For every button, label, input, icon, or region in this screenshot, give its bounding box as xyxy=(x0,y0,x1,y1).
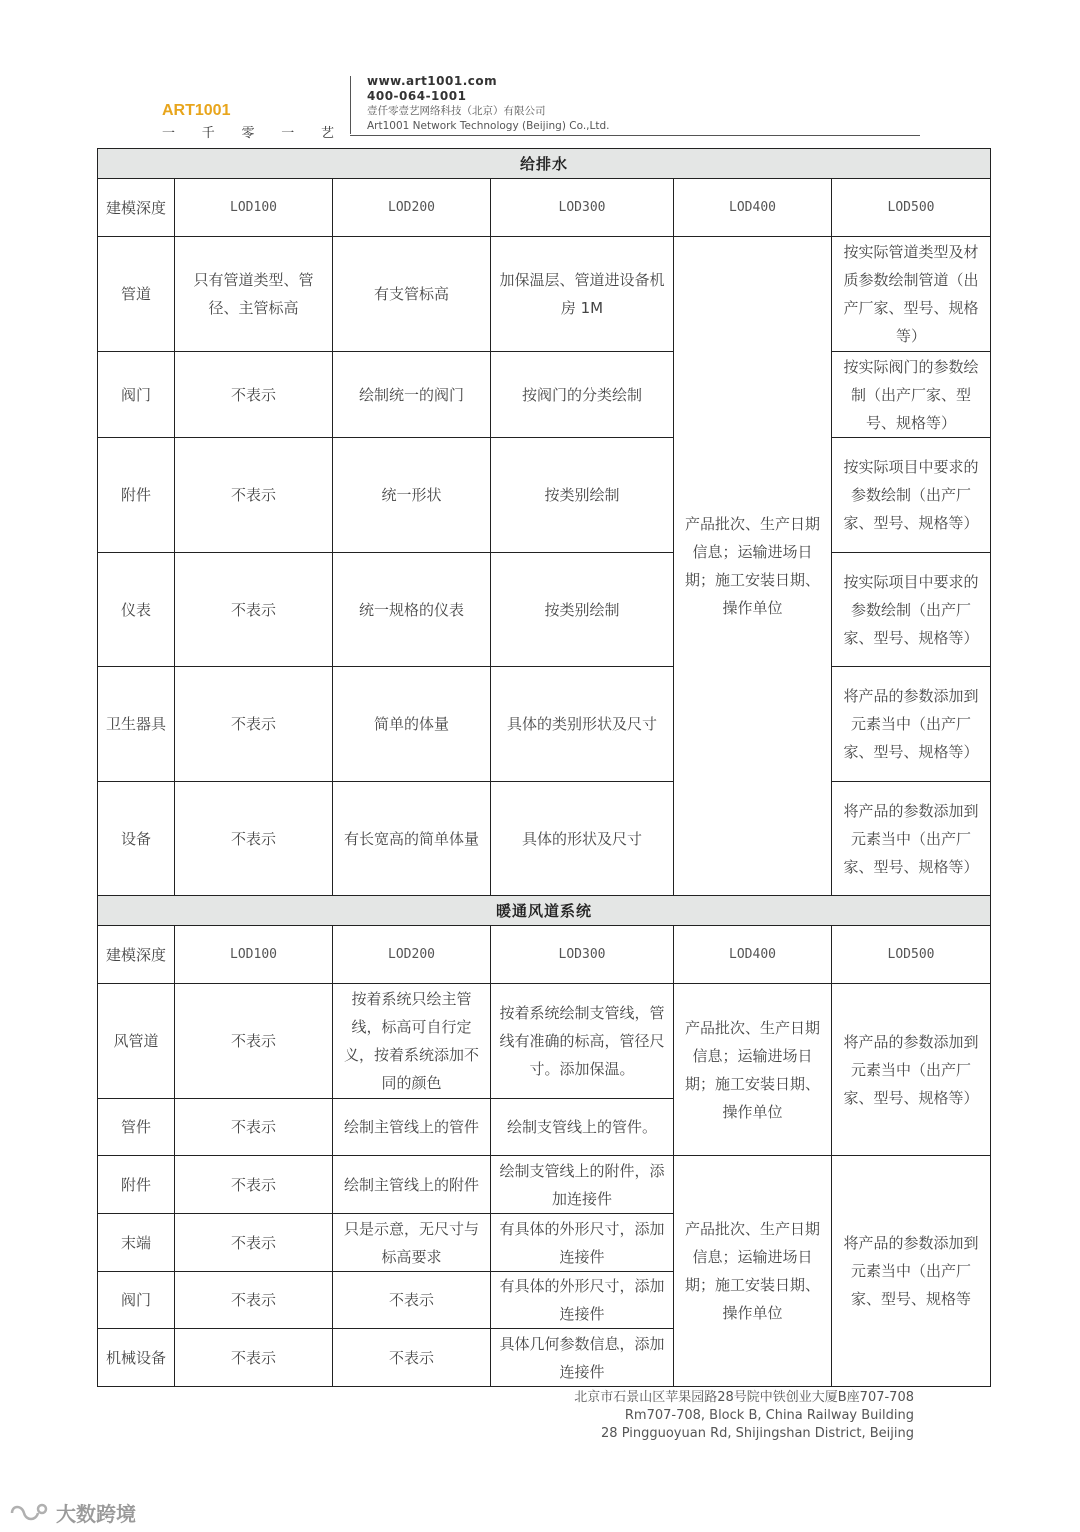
row-label: 阀门 xyxy=(98,352,175,438)
phone: 400-064-1001 xyxy=(367,89,467,103)
header-cell: 建模深度 xyxy=(98,926,175,984)
table-cell: 按阀门的分类绘制 xyxy=(491,352,674,438)
header-cell: LOD500 xyxy=(832,179,991,237)
header-cell: LOD300 xyxy=(491,179,674,237)
watermark xyxy=(10,1498,136,1527)
table-cell: 将产品的参数添加到元素当中（出产厂家、型号、规格等） xyxy=(832,782,991,896)
table-row xyxy=(98,1156,991,1214)
contact-block xyxy=(367,74,610,134)
table-cell: 不表示 xyxy=(175,1156,333,1214)
header-cell: LOD300 xyxy=(491,926,674,984)
merged-lod500-cell: 将产品的参数添加到元素当中（出产厂家、型号、规格等 xyxy=(832,1156,991,1387)
row-label: 卫生器具 xyxy=(98,667,175,782)
table-row xyxy=(98,352,991,438)
website: www.art1001.com xyxy=(367,74,498,88)
table-cell: 有具体的外形尺寸，添加连接件 xyxy=(491,1214,674,1272)
logo-subtitle-char: 千 xyxy=(201,126,215,141)
table-cell: 不表示 xyxy=(333,1272,491,1329)
row-label: 管件 xyxy=(98,1099,175,1156)
table-cell: 不表示 xyxy=(175,553,333,667)
header-rule xyxy=(350,135,920,136)
header-cell: LOD400 xyxy=(674,179,832,237)
section-header-row xyxy=(98,149,991,179)
company-name-en: Art1001 Network Technology (Beijing) Co.,Ltd. xyxy=(367,120,610,132)
row-label: 管道 xyxy=(98,237,175,352)
table-row xyxy=(98,553,991,667)
table-row xyxy=(98,984,991,1099)
table-cell: 不表示 xyxy=(333,1329,491,1387)
header-cell: LOD500 xyxy=(832,926,991,984)
table-cell: 不表示 xyxy=(175,1329,333,1387)
address-en-line1: Rm707-708, Block B, China Railway Building xyxy=(624,1408,914,1423)
merged-lod400-cell: 产品批次、生产日期信息；运输进场日期；施工安装日期、操作单位 xyxy=(674,1156,832,1387)
table-cell: 按实际项目中要求的参数绘制（出产厂家、型号、规格等） xyxy=(832,438,991,553)
header-cell: LOD400 xyxy=(674,926,832,984)
merged-lod500-cell: 将产品的参数添加到元素当中（出产厂家、型号、规格等） xyxy=(832,984,991,1156)
table-cell: 不表示 xyxy=(175,667,333,782)
header-divider xyxy=(350,76,351,134)
merged-lod400-cell: 产品批次、生产日期信息；运输进场日期；施工安装日期、操作单位 xyxy=(674,984,832,1156)
watermark-text: 大数跨境 xyxy=(56,1502,136,1526)
address-cn: 北京市石景山区苹果园路28号院中铁创业大厦B座707-708 xyxy=(574,1390,914,1405)
row-label: 阀门 xyxy=(98,1272,175,1329)
table-cell: 不表示 xyxy=(175,1099,333,1156)
table-row xyxy=(98,667,991,782)
logo-subtitle-char: 零 xyxy=(241,126,255,141)
footer-address xyxy=(574,1389,914,1443)
section-title-hvac: 暖通风道系统 xyxy=(98,896,991,926)
table-cell: 不表示 xyxy=(175,782,333,896)
table-cell: 有长宽高的简单体量 xyxy=(333,782,491,896)
logo-subtitle-char: 艺 xyxy=(320,126,334,141)
table-cell: 按类别绘制 xyxy=(491,438,674,553)
table-cell: 按实际项目中要求的参数绘制（出产厂家、型号、规格等） xyxy=(832,553,991,667)
table-cell: 绘制支管线上的管件。 xyxy=(491,1099,674,1156)
table-cell: 具体的类别形状及尺寸 xyxy=(491,667,674,782)
table-cell: 绘制支管线上的附件，添加连接件 xyxy=(491,1156,674,1214)
table-cell: 绘制主管线上的管件 xyxy=(333,1099,491,1156)
header-cell: LOD200 xyxy=(333,179,491,237)
table-cell: 按实际管道类型及材质参数绘制管道（出产厂家、型号、规格等） xyxy=(832,237,991,352)
header-cell: LOD200 xyxy=(333,926,491,984)
merged-lod400-cell: 产品批次、生产日期信息；运输进场日期；施工安装日期、操作单位 xyxy=(674,237,832,896)
table-cell: 只有管道类型、管径、主管标高 xyxy=(175,237,333,352)
table-cell: 按实际阀门的参数绘制（出产厂家、型号、规格等） xyxy=(832,352,991,438)
art1001-logo: ART1001 xyxy=(162,102,231,119)
table-cell: 统一规格的仪表 xyxy=(333,553,491,667)
table-cell: 不表示 xyxy=(175,352,333,438)
table-cell: 有支管标高 xyxy=(333,237,491,352)
table-header-row xyxy=(98,926,991,984)
table-header-row xyxy=(98,179,991,237)
table-cell: 加保温层、管道进设备机房 1M xyxy=(491,237,674,352)
table-cell: 绘制主管线上的附件 xyxy=(333,1156,491,1214)
table-cell: 将产品的参数添加到元素当中（出产厂家、型号、规格等） xyxy=(832,667,991,782)
row-label: 机械设备 xyxy=(98,1329,175,1387)
row-label: 仪表 xyxy=(98,553,175,667)
lod-spec-table xyxy=(97,148,991,1387)
table-row xyxy=(98,782,991,896)
table-cell: 不表示 xyxy=(175,438,333,553)
header-cell: LOD100 xyxy=(175,179,333,237)
address-en-line2: 28 Pingguoyuan Rd, Shijingshan District, Beijing xyxy=(601,1426,914,1441)
logo-subtitle-char: 一 xyxy=(281,126,295,141)
logo-subtitle-char: 一 xyxy=(162,126,176,141)
table-row xyxy=(98,237,991,352)
header-cell: 建模深度 xyxy=(98,179,175,237)
section-header-row xyxy=(98,896,991,926)
table-cell: 具体的形状及尺寸 xyxy=(491,782,674,896)
table-cell: 不表示 xyxy=(175,1272,333,1329)
row-label: 附件 xyxy=(98,438,175,553)
table-cell: 按类别绘制 xyxy=(491,553,674,667)
company-name-cn: 壹仟零壹艺网络科技（北京）有限公司 xyxy=(367,105,546,117)
watermark-logo-icon xyxy=(10,1502,48,1524)
row-label: 设备 xyxy=(98,782,175,896)
table-cell: 按着系统只绘主管线，标高可自行定义，按着系统添加不同的颜色 xyxy=(333,984,491,1099)
table-row xyxy=(98,438,991,553)
table-cell: 不表示 xyxy=(175,984,333,1099)
table-cell: 具体几何参数信息，添加连接件 xyxy=(491,1329,674,1387)
table-cell: 绘制统一的阀门 xyxy=(333,352,491,438)
row-label: 末端 xyxy=(98,1214,175,1272)
table-cell: 不表示 xyxy=(175,1214,333,1272)
table-cell: 统一形状 xyxy=(333,438,491,553)
row-label: 风管道 xyxy=(98,984,175,1099)
section-title-plumbing: 给排水 xyxy=(98,149,991,179)
row-label: 附件 xyxy=(98,1156,175,1214)
logo-subtitle xyxy=(162,122,334,141)
table-cell: 有具体的外形尺寸，添加连接件 xyxy=(491,1272,674,1329)
table-cell: 简单的体量 xyxy=(333,667,491,782)
table-cell: 只是示意，无尺寸与标高要求 xyxy=(333,1214,491,1272)
table-cell: 按着系统绘制支管线，管线有准确的标高，管径尺寸。添加保温。 xyxy=(491,984,674,1099)
header-cell: LOD100 xyxy=(175,926,333,984)
